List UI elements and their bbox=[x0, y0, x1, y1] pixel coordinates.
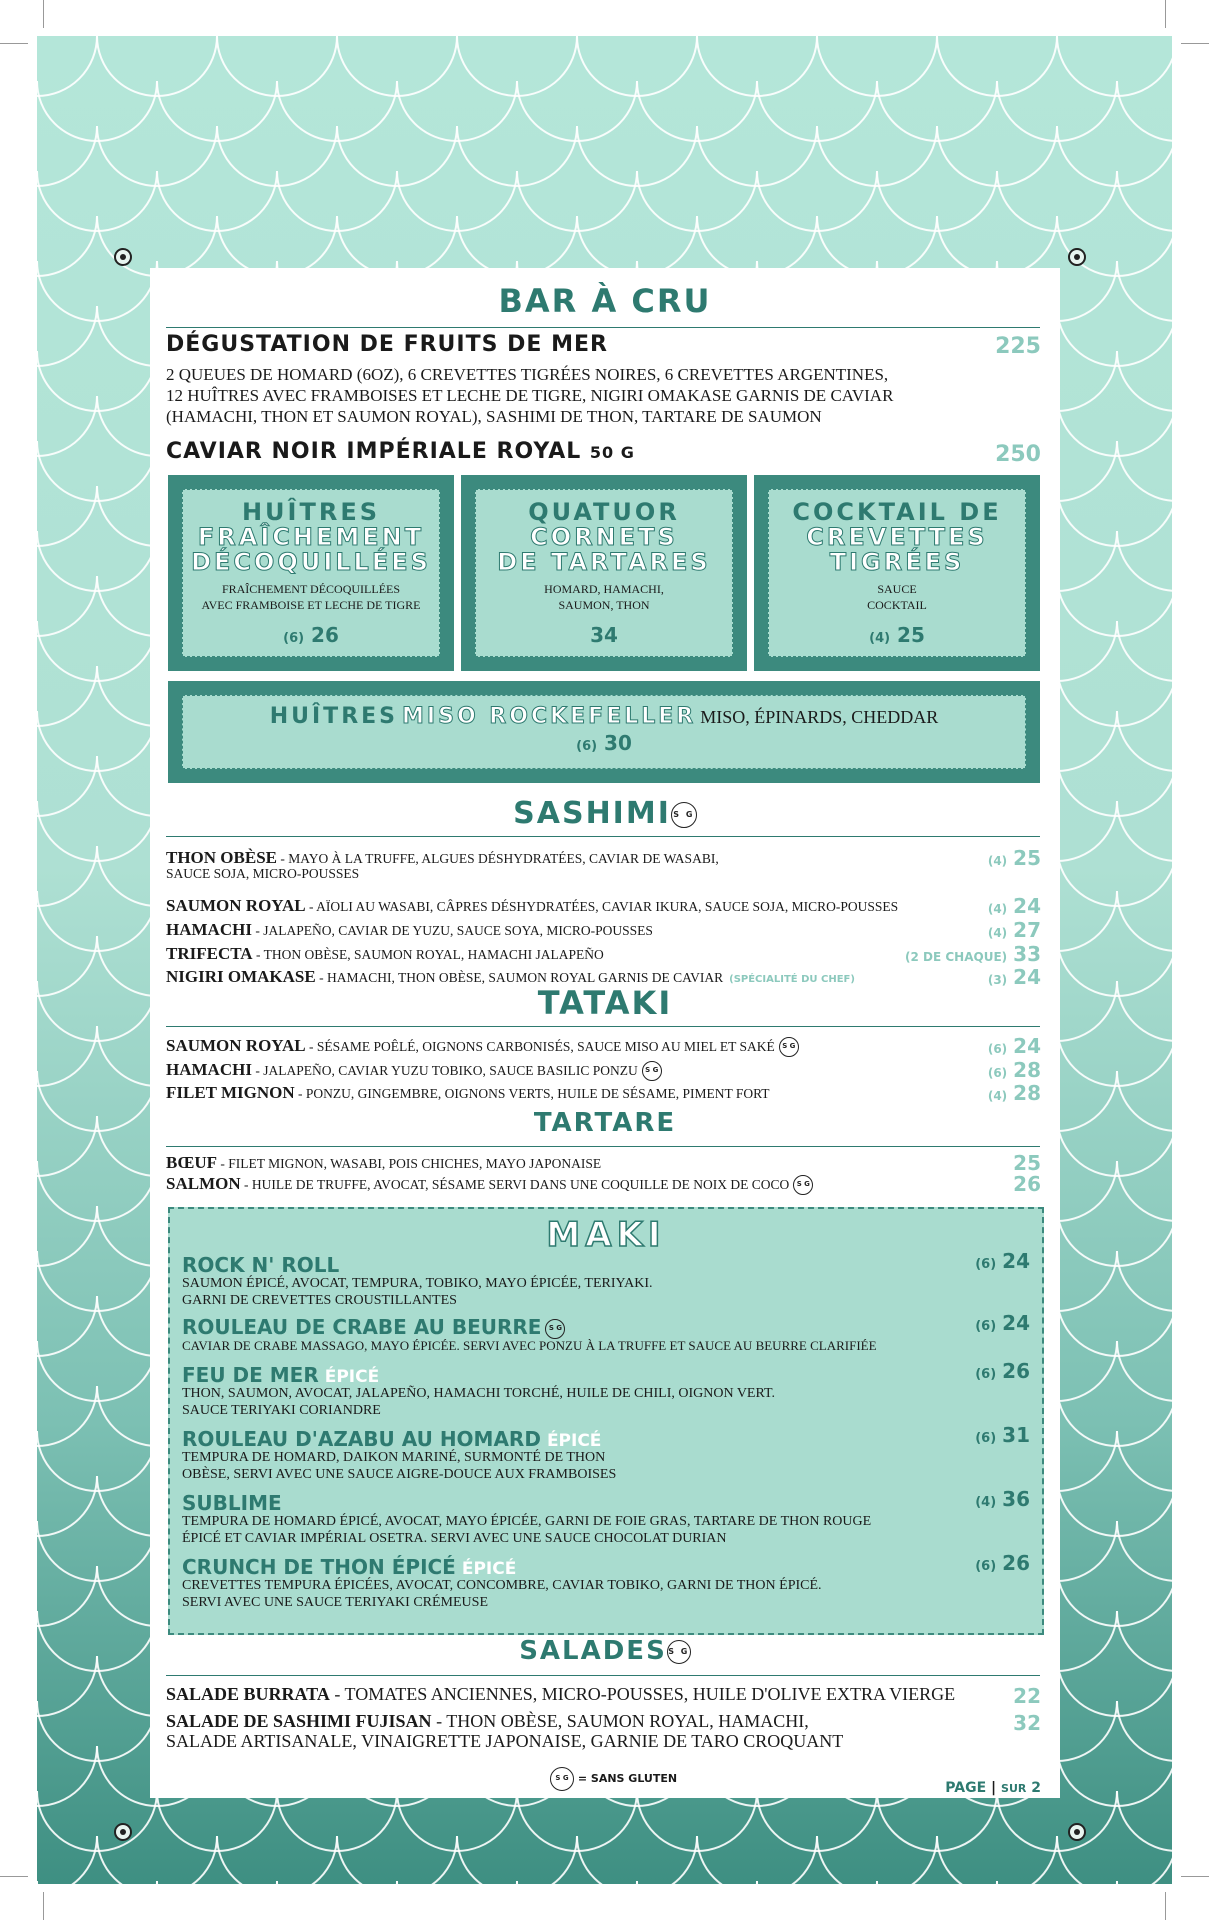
item-price: 32 bbox=[1013, 1711, 1041, 1735]
maki-item-desc bbox=[182, 1577, 822, 1611]
section-title-salades bbox=[150, 1636, 1060, 1666]
degustation-name: DÉGUSTATION DE FRUITS DE MER bbox=[166, 332, 608, 357]
item-price-group bbox=[1013, 1172, 1041, 1196]
desc-line: TEMPURA DE HOMARD ÉPICÉ, AVOCAT, MAYO ÉPICÉE, GARNI DE FOIE GRAS, TARTARE DE THON ROUGE bbox=[182, 1514, 872, 1529]
item-qty: (4) bbox=[987, 926, 1008, 940]
degustation-price: 225 bbox=[995, 334, 1041, 359]
maki-item-desc bbox=[182, 1385, 775, 1419]
rockefeller-box bbox=[168, 681, 1040, 783]
section-title-tartare: TARTARE bbox=[533, 1108, 677, 1138]
item-price-group bbox=[988, 918, 1041, 942]
box-qty: (6) bbox=[283, 631, 305, 646]
desc-line: 12 HUÎTRES AVEC FRAMBOISES ET LECHE DE TIGRE, NIGIRI OMAKASE GARNIS DE CAVIAR bbox=[166, 386, 894, 405]
section-title-bar-a-cru: BAR À CRU bbox=[498, 282, 712, 320]
box-price: 30 bbox=[604, 731, 632, 755]
gluten-free-legend bbox=[550, 1767, 677, 1791]
item-note: (SPÉCIALITÉ DU CHEF) bbox=[729, 974, 855, 985]
page-sur: SUR bbox=[1001, 1782, 1027, 1795]
cocktail-box bbox=[754, 475, 1040, 671]
maki-item-desc bbox=[182, 1513, 871, 1547]
maki-item-price bbox=[975, 1249, 1030, 1273]
box-title-line: QUATUOR bbox=[528, 498, 680, 526]
caviar-label: CAVIAR NOIR IMPÉRIALE ROYAL bbox=[166, 439, 582, 464]
box-title-line: CREVETTES bbox=[806, 523, 988, 551]
desc-line: OBÈSE, SERVI AVEC UNE SAUCE AIGRE-DOUCE AUX FRAMBOISES bbox=[182, 1467, 617, 1482]
maki-qty: (4) bbox=[975, 1495, 997, 1510]
item-name: THON OBÈSE bbox=[166, 848, 278, 867]
item-price: 24 bbox=[1013, 965, 1041, 989]
desc-line: SERVI AVEC UNE SAUCE TERIYAKI CRÉMEUSE bbox=[182, 1595, 488, 1610]
box-title-line: CORNETS bbox=[530, 523, 678, 551]
maki-item-price bbox=[975, 1311, 1030, 1335]
item-desc: - SÉSAME POÊLÉ, OIGNONS CARBONISÉS, SAUCE MISO AU MIEL ET SAKÉ bbox=[305, 1039, 775, 1054]
item-desc: - HAMACHI, THON OBÈSE, SAUMON ROYAL GARNIS DE CAVIAR bbox=[315, 970, 724, 985]
box-title-line: FRAÎCHEMENT bbox=[197, 523, 425, 551]
item-price: 27 bbox=[1013, 918, 1041, 942]
item-price: 33 bbox=[1013, 942, 1041, 966]
box-desc-line: SAUCE bbox=[877, 582, 917, 596]
page-label: PAGE bbox=[945, 1780, 987, 1796]
maki-item-name bbox=[182, 1253, 339, 1277]
item-price-group bbox=[905, 942, 1041, 966]
maki-item-price bbox=[975, 1551, 1030, 1575]
sashimi-title-text: SASHIMI bbox=[513, 796, 671, 831]
item-price: 28 bbox=[1013, 1081, 1041, 1105]
maki-qty: (6) bbox=[975, 1431, 997, 1446]
item-price-group bbox=[988, 1034, 1041, 1058]
section-title-tataki: TATAKI bbox=[537, 984, 673, 1022]
maki-price: 26 bbox=[1002, 1359, 1030, 1383]
gluten-free-icon: S G bbox=[667, 1640, 691, 1664]
maki-qty: (6) bbox=[975, 1559, 997, 1574]
maki-item-desc bbox=[182, 1449, 616, 1483]
desc-line: TEMPURA DE HOMARD, DAIKON MARINÉ, SURMONTÉ DE THON bbox=[182, 1450, 606, 1465]
maki-price: 24 bbox=[1002, 1249, 1030, 1273]
menu-item bbox=[166, 896, 1040, 916]
box-qty: (6) bbox=[576, 739, 598, 754]
rockefeller-title: HUÎTRES bbox=[269, 704, 399, 729]
desc-line: GARNI DE CREVETTES CROUSTILLANTES bbox=[182, 1293, 457, 1308]
rivet-icon bbox=[114, 248, 132, 266]
gluten-free-icon: S G bbox=[642, 1061, 662, 1081]
maki-item-name bbox=[182, 1315, 565, 1339]
maki-item-desc bbox=[182, 1337, 877, 1354]
item-qty: (6) bbox=[987, 1066, 1008, 1080]
huitres-box bbox=[168, 475, 454, 671]
box-title-line: COCKTAIL DE bbox=[792, 498, 1002, 526]
item-price: 24 bbox=[1013, 1034, 1041, 1058]
box-desc-line: SAUMON, THON bbox=[558, 598, 650, 612]
box-title-line: DE TARTARES bbox=[497, 548, 711, 576]
spicy-label: ÉPICÉ bbox=[546, 1431, 602, 1451]
maki-item-name bbox=[182, 1491, 282, 1515]
maki-box bbox=[168, 1207, 1044, 1635]
salades-title-text: SALADES bbox=[519, 1636, 667, 1666]
item-name: SAUMON ROYAL bbox=[166, 1036, 306, 1055]
legend-text: = SANS GLUTEN bbox=[577, 1772, 678, 1785]
item-qty: (3) bbox=[987, 973, 1008, 987]
maki-qty: (6) bbox=[975, 1257, 997, 1272]
desc-line: CAVIAR DE CRABE MASSAGO, MAYO ÉPICÉE. SERVI AVEC PONZU À LA TRUFFE ET SAUCE AU BEURRE CLARIFIÉE bbox=[182, 1338, 877, 1353]
rivet-icon bbox=[1068, 1823, 1086, 1841]
item-qty: (4) bbox=[987, 1089, 1008, 1103]
item-desc: - THON OBÈSE, SAUMON ROYAL, HAMACHI, bbox=[431, 1711, 809, 1731]
menu-item bbox=[166, 920, 1040, 940]
item-name: HAMACHI bbox=[166, 920, 252, 939]
spicy-label: ÉPICÉ bbox=[461, 1559, 517, 1579]
divider bbox=[166, 836, 1040, 837]
gluten-free-icon: S G bbox=[550, 1767, 574, 1791]
menu-item bbox=[166, 1060, 1040, 1081]
item-price: 28 bbox=[1013, 1058, 1041, 1082]
menu-item bbox=[166, 1684, 955, 1705]
item-price: 25 bbox=[1013, 846, 1041, 870]
box-price: 34 bbox=[590, 623, 618, 647]
maki-price: 24 bbox=[1002, 1311, 1030, 1335]
maki-title: MAKI bbox=[546, 1215, 666, 1255]
box-price: 26 bbox=[311, 623, 339, 647]
item-price-group bbox=[988, 894, 1041, 918]
gluten-free-icon: S G bbox=[779, 1037, 799, 1057]
item-name: TRIFECTA bbox=[166, 944, 253, 963]
item-qty: (4) bbox=[987, 902, 1008, 916]
box-desc-line: AVEC FRAMBOISE ET LECHE DE TIGRE bbox=[201, 598, 421, 612]
menu-item bbox=[166, 848, 1040, 868]
item-desc: - AÏOLI AU WASABI, CÂPRES DÉSHYDRATÉES, CAVIAR IKURA, SAUCE SOJA, MICRO-POUSSES bbox=[305, 899, 899, 914]
item-price-group bbox=[988, 1081, 1041, 1105]
item-desc-line2: SALADE ARTISANALE, VINAIGRETTE JAPONAISE, GARNIE DE TARO CROQUANT bbox=[166, 1731, 844, 1751]
box-desc-line: COCKTAIL bbox=[867, 598, 927, 612]
maki-name-text: ROULEAU DE CRABE AU BEURRE bbox=[182, 1315, 542, 1339]
item-name: SALMON bbox=[166, 1174, 241, 1193]
item-desc: - PONZU, GINGEMBRE, OIGNONS VERTS, HUILE DE SÉSAME, PIMENT FORT bbox=[294, 1086, 770, 1101]
item-qty: (6) bbox=[987, 1042, 1008, 1056]
desc-line: (HAMACHI, THON ET SAUMON ROYAL), SASHIMI DE THON, TARTARE DE SAUMON bbox=[166, 407, 822, 426]
item-qty: (2 DE CHAQUE) bbox=[905, 950, 1008, 964]
item-price: 26 bbox=[1013, 1172, 1041, 1196]
menu-item bbox=[166, 1083, 1040, 1103]
item-name: BŒUF bbox=[166, 1153, 217, 1172]
page-indicator bbox=[945, 1780, 1041, 1796]
maki-price: 26 bbox=[1002, 1551, 1030, 1575]
box-title-line: DÉCOQUILLÉES bbox=[191, 548, 431, 576]
degustation-desc bbox=[166, 364, 893, 427]
maki-item-desc bbox=[182, 1275, 652, 1309]
maki-price: 31 bbox=[1002, 1423, 1030, 1447]
maki-price: 36 bbox=[1002, 1487, 1030, 1511]
maki-item-price bbox=[975, 1423, 1030, 1447]
gluten-free-icon: S G bbox=[793, 1175, 813, 1195]
maki-qty: (6) bbox=[975, 1367, 997, 1382]
box-qty: (4) bbox=[869, 631, 891, 646]
maki-name-text: ROULEAU D'AZABU AU HOMARD bbox=[182, 1427, 541, 1451]
divider bbox=[166, 327, 1040, 328]
desc-line: 2 QUEUES DE HOMARD (6OZ), 6 CREVETTES TIGRÉES NOIRES, 6 CREVETTES ARGENTINES, bbox=[166, 365, 889, 384]
item-desc: - MAYO À LA TRUFFE, ALGUES DÉSHYDRATÉES, CAVIAR DE WASABI, bbox=[277, 851, 719, 866]
gluten-free-icon: S G bbox=[671, 802, 697, 828]
item-name: HAMACHI bbox=[166, 1060, 252, 1079]
menu-item bbox=[166, 1036, 1040, 1057]
item-desc: - JALAPEÑO, CAVIAR DE YUZU, SAUCE SOYA, MICRO-POUSSES bbox=[251, 923, 653, 938]
menu-item bbox=[166, 1153, 1040, 1173]
maki-name-text: ROCK N' ROLL bbox=[182, 1253, 340, 1277]
caviar-price: 250 bbox=[995, 442, 1041, 467]
maki-qty: (6) bbox=[975, 1319, 997, 1334]
item-name: NIGIRI OMAKASE bbox=[166, 967, 316, 986]
item-desc: - HUILE DE TRUFFE, AVOCAT, SÉSAME SERVI DANS UNE COQUILLE DE NOIX DE COCO bbox=[240, 1177, 790, 1192]
item-price-group bbox=[988, 846, 1041, 870]
caviar-name bbox=[166, 439, 635, 464]
menu-item bbox=[166, 1711, 809, 1732]
maki-item-name bbox=[182, 1363, 379, 1387]
divider bbox=[166, 1675, 1040, 1676]
item-name: SAUMON ROYAL bbox=[166, 896, 306, 915]
desc-line: CREVETTES TEMPURA ÉPICÉES, AVOCAT, CONCOMBRE, CAVIAR TOBIKO, GARNI DE THON ÉPICÉ. bbox=[182, 1578, 822, 1593]
menu-item bbox=[166, 1174, 1040, 1195]
maki-item-name bbox=[182, 1555, 516, 1579]
item-desc: - THON OBÈSE, SAUMON ROYAL, HAMACHI JALAPEÑO bbox=[252, 947, 604, 962]
item-name: SALADE BURRATA bbox=[166, 1684, 330, 1704]
quatuor-box bbox=[461, 475, 747, 671]
item-desc: - JALAPEÑO, CAVIAR YUZU TOBIKO, SAUCE BASILIC PONZU bbox=[251, 1063, 638, 1078]
box-desc-line: FRAÎCHEMENT DÉCOQUILLÉES bbox=[221, 582, 401, 596]
item-desc-line2: SAUCE SOJA, MICRO-POUSSES bbox=[166, 866, 360, 881]
item-name: FILET MIGNON bbox=[166, 1083, 295, 1102]
item-name: SALADE DE SASHIMI FUJISAN bbox=[166, 1711, 432, 1731]
desc-line: THON, SAUMON, AVOCAT, JALAPEÑO, HAMACHI TORCHÉ, HUILE DE CHILI, OIGNON VERT. bbox=[182, 1386, 775, 1401]
rockefeller-desc: MISO, ÉPINARDS, CHEDDAR bbox=[700, 707, 939, 727]
item-price: 22 bbox=[1013, 1684, 1041, 1708]
divider bbox=[166, 1026, 1040, 1027]
item-price: 25 bbox=[1013, 1151, 1041, 1175]
item-qty: (4) bbox=[987, 854, 1008, 868]
rivet-icon bbox=[1068, 248, 1086, 266]
box-desc-line: HOMARD, HAMACHI, bbox=[544, 582, 664, 596]
maki-item-price bbox=[975, 1487, 1030, 1511]
item-price: 24 bbox=[1013, 894, 1041, 918]
desc-line: ÉPICÉ ET CAVIAR IMPÉRIAL OSETRA. SERVI AVEC UNE SAUCE CHOCOLAT DURIAN bbox=[182, 1531, 727, 1546]
page-number: 2 bbox=[1031, 1780, 1041, 1796]
rivet-icon bbox=[114, 1823, 132, 1841]
box-price: 25 bbox=[897, 623, 925, 647]
maki-name-text: SUBLIME bbox=[182, 1491, 282, 1515]
section-title-sashimi bbox=[150, 796, 1060, 831]
item-desc: - FILET MIGNON, WASABI, POIS CHICHES, MAYO JAPONAISE bbox=[217, 1156, 602, 1171]
box-title-line: HUÎTRES bbox=[241, 498, 381, 526]
item-price-group bbox=[988, 1058, 1041, 1082]
caviar-size: 50 G bbox=[589, 443, 635, 462]
page-sep: | bbox=[991, 1780, 997, 1796]
desc-line: SAUCE TERIYAKI CORIANDRE bbox=[182, 1403, 381, 1418]
maki-item-name bbox=[182, 1427, 601, 1451]
desc-line: SAUMON ÉPICÉ, AVOCAT, TEMPURA, TOBIKO, MAYO ÉPICÉE, TERIYAKI. bbox=[182, 1276, 653, 1291]
spicy-label: ÉPICÉ bbox=[324, 1367, 380, 1387]
divider bbox=[166, 1146, 1040, 1147]
box-title-line: TIGRÉES bbox=[829, 548, 965, 576]
maki-name-text: CRUNCH DE THON ÉPICÉ bbox=[182, 1555, 456, 1579]
item-desc: - TOMATES ANCIENNES, MICRO-POUSSES, HUILE D'OLIVE EXTRA VIERGE bbox=[329, 1684, 956, 1704]
rockefeller-title-outline: MISO ROCKEFELLER bbox=[402, 704, 697, 729]
maki-item-price bbox=[975, 1359, 1030, 1383]
maki-name-text: FEU DE MER bbox=[182, 1363, 319, 1387]
gluten-free-icon: S G bbox=[545, 1319, 565, 1339]
